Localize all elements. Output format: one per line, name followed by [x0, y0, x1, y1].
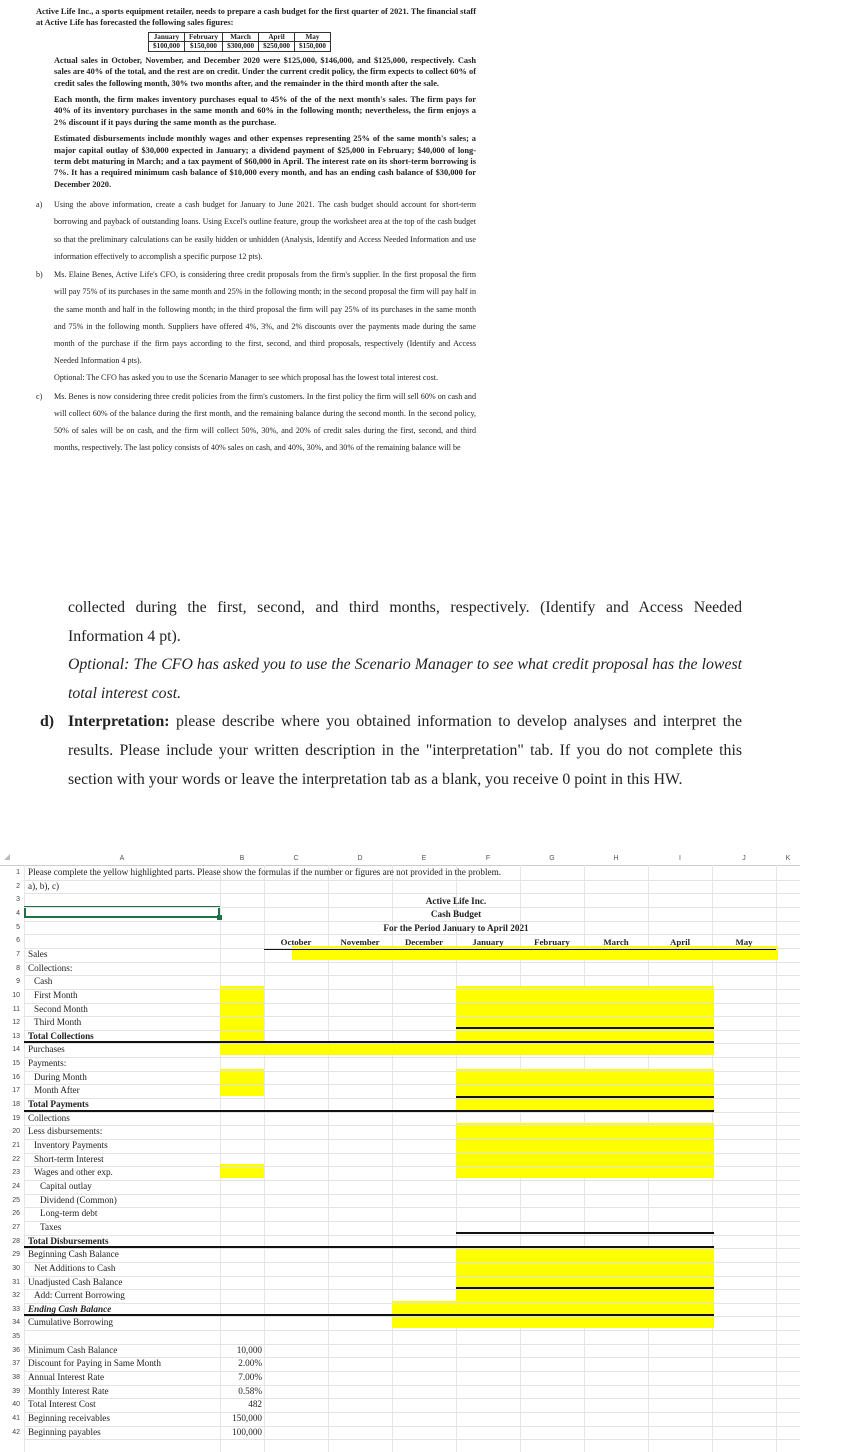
paragraph-disbursements: Estimated disbursements include monthly wages and other expenses representing 25% of the same month's sales; a major capital outlay of $30,000 expected in January; a dividend payment of $25,000 in February; $40,000 of long-term debt maturing in March; and a tax payment of $60,000 in April. The interest rate on its short-term borrowing is 7%. It has a required minimum cash balance of $10,000 every month, and has an ending cash balance of $30,000 for December 2020. [54, 134, 476, 189]
highlight-cash-balance[interactable] [456, 1246, 714, 1301]
row-number[interactable]: 40 [12, 1401, 20, 1409]
row-number[interactable]: 1 [16, 869, 20, 876]
row-label[interactable]: Total Collections [28, 1030, 94, 1041]
paragraph-inventory: Each month, the firm makes inventory purchases equal to 45% of the of the next month's sales. The firm pays for 40% of its inventory purchases in the same month and 60% in the following month; nevertheless, the firm enjoys a 2% discount if it pays during the same month as the purchase. [54, 95, 476, 127]
row-label[interactable]: Monthly Interest Rate [28, 1385, 109, 1396]
question-c-optional: Optional: The CFO has asked you to use the Scenario Manager to see what credit proposal has the lowest total interest cost. [68, 656, 742, 702]
row-gridline [24, 962, 800, 963]
row-label[interactable]: Purchases [28, 1044, 65, 1055]
row-value[interactable]: 150,000 [232, 1413, 262, 1423]
question-label: d) [40, 713, 55, 731]
row-number[interactable]: 22 [12, 1155, 20, 1163]
row-number[interactable]: 12 [12, 1019, 20, 1027]
column-header-h[interactable]: H [613, 855, 619, 862]
question-text: Ms. Elaine Benes, Active Life's CFO, is considering three credit proposals from the firm's supplier. In the first proposal the firm will pay 75% of its purchases in the same month and 25% in the following month; in the second proposal the firm will pay half in the same month and half in the following month; in the third proposal the firm will pay 25% of its purchases in the same month and 75% in the following month. Suppliers have offered 4%, 3%, and 2% discounts over the payments made during the same month of the purchase if the firm pays according to the first, second, and third proposals, respectively (Identify and Access Needed Information 4 pts). [54, 270, 476, 366]
row-label[interactable]: Cash [34, 976, 53, 987]
row-label[interactable]: Total Disbursements [28, 1235, 109, 1246]
row-number[interactable]: 16 [12, 1073, 20, 1081]
row-number[interactable]: 42 [12, 1428, 20, 1436]
rule-line [24, 1314, 714, 1316]
problem-continuation [40, 594, 742, 794]
sales-forecast-table [148, 32, 331, 52]
row-number[interactable]: 20 [12, 1128, 20, 1136]
forecast-value: $150,000 [184, 42, 222, 52]
row-gridline [24, 1276, 800, 1277]
column-header-f[interactable]: F [485, 855, 491, 862]
paragraph-actual-sales: Actual sales in October, November, and December 2020 were $125,000, $146,000, and $125,000, respectively. Cash sales are 40% of the total, and the rest are on credit. Under the current credit policy, the firm expects to collect 60% of credit sales the following month, 30% two months after, and the remainder in the third month after the sale. [54, 55, 476, 88]
row-gridline [24, 1043, 800, 1044]
row-value[interactable]: 0.58% [238, 1385, 262, 1396]
row-label[interactable]: Month After [34, 1085, 80, 1096]
question-list [36, 196, 476, 456]
row-label[interactable]: Beginning receivables [28, 1413, 110, 1423]
row-number[interactable]: 32 [12, 1292, 20, 1300]
row-label[interactable]: During Month [34, 1071, 87, 1082]
budget-period[interactable]: For the Period January to April 2021 [383, 923, 529, 933]
question-d [40, 708, 742, 794]
question-a [36, 196, 476, 265]
row-value[interactable]: 10,000 [236, 1344, 262, 1355]
row-gridline [24, 989, 800, 990]
row-gridline [24, 1235, 800, 1236]
row-label[interactable]: Unadjusted Cash Balance [28, 1276, 123, 1287]
question-label: c) [36, 391, 43, 401]
row-label[interactable]: First Month [34, 989, 78, 1000]
row-gridline [24, 1030, 800, 1031]
month-header[interactable]: February [534, 937, 570, 947]
row-label[interactable]: Net Additions to Cash [34, 1262, 116, 1273]
month-header[interactable]: November [340, 937, 380, 947]
row-label[interactable]: Third Month [34, 1017, 82, 1028]
row-number[interactable]: 35 [12, 1333, 20, 1341]
row-gridline [24, 1303, 800, 1304]
row-number[interactable]: 21 [12, 1142, 20, 1149]
row-label[interactable]: Short-term Interest [34, 1153, 104, 1164]
row-number[interactable]: 13 [12, 1032, 20, 1040]
row-label[interactable]: Dividend (Common) [40, 1194, 117, 1205]
forecast-value: $100,000 [149, 42, 185, 52]
row-gridline [24, 948, 800, 949]
question-text: Ms. Benes is now considering three credit policies from the firm's customers. In the first policy the firm will sell 60% on cash and will collect 60% of the balance during the first month, and the remaining balance during the second month. In the second policy, 50% of sales will be on cash, and the firm will collect 50%, 30%, and 20% of credit sales during the first, second, and third months, respectively. The last policy consists of 40% sales on cash, and 40%, 30%, and 30% of the remaining balance will be [54, 391, 476, 453]
budget-title[interactable]: Cash Budget [430, 909, 482, 919]
column-header-a[interactable]: A [119, 855, 125, 862]
question-optional: Optional: The CFO has asked you to use the Scenario Manager to see which proposal has the lowest total interest cost. [54, 373, 438, 383]
row-gridline [24, 1385, 800, 1386]
row-value[interactable]: 482 [248, 1399, 262, 1410]
row-number[interactable]: 11 [12, 1005, 20, 1013]
forecast-values-row [149, 42, 331, 52]
month-header-underline [264, 949, 776, 950]
row-label[interactable]: Beginning Cash Balance [28, 1249, 119, 1260]
row-number[interactable]: 8 [16, 964, 20, 972]
forecast-value: $250,000 [259, 42, 295, 52]
row-number[interactable]: 17 [12, 1087, 20, 1095]
forecast-month: February [184, 32, 222, 42]
row-number[interactable]: 2 [16, 882, 20, 890]
row-number[interactable]: 19 [12, 1114, 20, 1122]
row-value[interactable]: 7.00% [238, 1372, 262, 1383]
row-gridline [24, 1439, 800, 1440]
row-number[interactable]: 26 [12, 1210, 20, 1218]
month-header[interactable]: May [735, 937, 753, 947]
row-number[interactable]: 24 [12, 1182, 20, 1190]
row-gridline [24, 1330, 800, 1331]
row-label[interactable]: Collections: [28, 962, 73, 973]
row-label[interactable]: Total Payments [28, 1099, 89, 1110]
month-header[interactable]: March [603, 937, 629, 947]
highlight-disbursements[interactable] [456, 1123, 714, 1178]
intro-text: Active Life Inc., a sports equipment retailer, needs to prepare a cash budget for the first quarter of 2021. The financial staff at Active Life has forecasted the following sales figures: [36, 7, 476, 28]
row-gridline [24, 1412, 800, 1413]
row-gridline [24, 921, 800, 922]
month-header[interactable]: April [669, 937, 691, 947]
column-header-c[interactable]: C [293, 855, 299, 862]
question-d-heading: Interpretation: [68, 713, 170, 731]
row-label[interactable]: Sales [28, 948, 48, 959]
column-header-k[interactable]: K [785, 855, 791, 862]
row-gridline [24, 1139, 800, 1140]
row-number[interactable]: 36 [12, 1346, 20, 1354]
row-number[interactable]: 5 [16, 923, 20, 931]
row-number[interactable]: 30 [12, 1264, 20, 1272]
column-header-g[interactable]: G [549, 855, 555, 862]
instruction-text[interactable]: Please complete the yellow highlighted parts. Please show the formulas if the number or figures are not provided in the problem. [28, 867, 502, 877]
forecast-value: $150,000 [295, 42, 331, 52]
row-number[interactable]: 15 [12, 1060, 20, 1068]
row-number[interactable]: 27 [12, 1223, 20, 1231]
row-label[interactable]: Long-term debt [40, 1208, 98, 1219]
spreadsheet [0, 845, 854, 1452]
month-header[interactable]: January [472, 937, 504, 947]
row-gridline [24, 1016, 800, 1017]
row-gridline [24, 1112, 800, 1113]
row-gridline [24, 1125, 800, 1126]
row-gridline [24, 1371, 800, 1372]
question-label: b) [36, 270, 43, 280]
row-gridline [24, 1084, 800, 1085]
row-gridline [24, 1166, 800, 1167]
question-b [36, 266, 476, 386]
row-label[interactable]: Less disbursements: [28, 1126, 103, 1137]
column-header-j[interactable]: J [742, 855, 746, 862]
row-number[interactable]: 18 [12, 1101, 20, 1109]
column-header-d[interactable]: D [357, 855, 363, 862]
question-text: please describe where you obtained information to develop analyses and interpret the results. Please include your written description in the "interpretation" tab. If you do not complete this section with your words or leave the interpretation tab as a blank, you receive 0 point in this HW. [68, 713, 742, 788]
row-label[interactable]: Second Month [34, 1003, 88, 1014]
row-gridline [24, 1344, 800, 1345]
row-gridline [24, 934, 800, 935]
column-header-e[interactable]: E [421, 855, 427, 862]
problem-statement [36, 6, 476, 457]
row-label[interactable]: Wages and other exp. [34, 1167, 113, 1178]
parts-label[interactable]: a), b), c) [28, 881, 60, 891]
row-gridline [24, 1003, 800, 1004]
forecast-month: March [223, 32, 259, 42]
row-number[interactable]: 23 [12, 1169, 20, 1177]
row-label[interactable]: Cumulative Borrowing [28, 1317, 113, 1328]
row-gridline [24, 1221, 800, 1222]
row-number[interactable]: 6 [16, 937, 20, 945]
row-number[interactable]: 9 [16, 978, 20, 986]
row-gridline [24, 1248, 800, 1249]
question-text: Using the above information, create a cash budget for January to June 2021. The cash budget should account for short-term borrowing and payback of outstanding loans. Using Excel's outline feature, group the worksheet area at the top of the cash budget so that the preliminary calculations can be easily hidden or unhidden (Analysis, Identify and Access Needed Information and use information effectively to accomplish a specific purpose 12 pts). [54, 200, 476, 261]
row-number[interactable]: 33 [12, 1305, 20, 1313]
rule-line [456, 1232, 714, 1234]
row-number[interactable]: 41 [12, 1415, 20, 1422]
row-label[interactable]: Capital outlay [40, 1180, 92, 1191]
rule-line [24, 1041, 714, 1043]
row-number[interactable]: 14 [12, 1046, 20, 1054]
question-c [36, 388, 476, 457]
row-gridline [24, 880, 800, 881]
company-name[interactable]: Active Life Inc. [425, 896, 487, 906]
row-number[interactable]: 37 [12, 1360, 20, 1368]
row-gridline [24, 1098, 800, 1099]
forecast-month: January [149, 32, 185, 42]
forecast-value: $300,000 [223, 42, 259, 52]
forecast-month: May [295, 32, 331, 42]
row-label[interactable]: Collections [28, 1112, 70, 1123]
question-label: a) [36, 200, 43, 210]
forecast-month: April [259, 32, 295, 42]
row-gridline [24, 1262, 800, 1263]
grid-line [24, 865, 25, 1452]
highlight-payments-b[interactable] [220, 1069, 264, 1096]
row-label[interactable]: Total Interest Cost [28, 1399, 96, 1410]
month-header[interactable]: December [404, 937, 444, 947]
row-number[interactable]: 7 [16, 950, 20, 958]
row-gridline [24, 1194, 800, 1195]
row-number[interactable]: 29 [12, 1251, 20, 1259]
row-gridline [24, 893, 800, 894]
row-gridline [24, 907, 800, 908]
forecast-months-row [149, 32, 331, 42]
row-number[interactable]: 39 [12, 1387, 20, 1395]
row-number[interactable]: 3 [16, 896, 20, 904]
select-all-corner[interactable] [4, 854, 10, 860]
grid-line [264, 865, 265, 1452]
row-label[interactable]: Minimum Cash Balance [28, 1344, 118, 1355]
highlight-payments[interactable] [456, 1069, 714, 1110]
row-gridline [24, 1153, 800, 1154]
highlight-collections[interactable] [456, 986, 714, 1041]
row-gridline [24, 1180, 800, 1181]
row-label[interactable]: Beginning payables [28, 1426, 101, 1437]
row-label[interactable]: Inventory Payments [34, 1140, 108, 1150]
row-gridline [24, 1057, 800, 1058]
row-label[interactable]: Annual Interest Rate [28, 1372, 105, 1383]
row-gridline [24, 975, 800, 976]
row-value[interactable]: 2.00% [238, 1358, 262, 1369]
row-label[interactable]: Taxes [40, 1221, 62, 1232]
row-number[interactable]: 10 [12, 991, 20, 999]
row-gridline [24, 1316, 800, 1317]
row-gridline [24, 1071, 800, 1072]
question-c-continued: collected during the first, second, and third months, respectively. (Identify and Access Needed Information 4 pt). [68, 599, 742, 645]
highlight-collections-b[interactable] [220, 986, 264, 1041]
column-header-i[interactable]: I [679, 855, 681, 862]
row-gridline [24, 1289, 800, 1290]
row-value[interactable]: 100,000 [232, 1426, 262, 1437]
row-number[interactable]: 31 [12, 1278, 20, 1286]
row-label[interactable]: Discount for Paying in Same Month [28, 1358, 161, 1369]
row-label[interactable]: Payments: [28, 1058, 67, 1069]
row-gridline [24, 1398, 800, 1399]
row-number[interactable]: 38 [12, 1374, 20, 1382]
row-gridline [24, 1207, 800, 1208]
row-label[interactable]: Add: Current Borrowing [34, 1290, 125, 1301]
row-label[interactable]: Ending Cash Balance [28, 1303, 112, 1314]
row-gridline [24, 1426, 800, 1427]
row-number[interactable]: 25 [12, 1196, 20, 1204]
row-number[interactable]: 28 [12, 1237, 20, 1245]
column-header-b[interactable]: B [239, 855, 245, 862]
rule-line [456, 1027, 714, 1029]
row-number[interactable]: 34 [12, 1319, 20, 1327]
row-number[interactable]: 4 [16, 909, 20, 917]
month-header[interactable]: October [280, 937, 312, 947]
